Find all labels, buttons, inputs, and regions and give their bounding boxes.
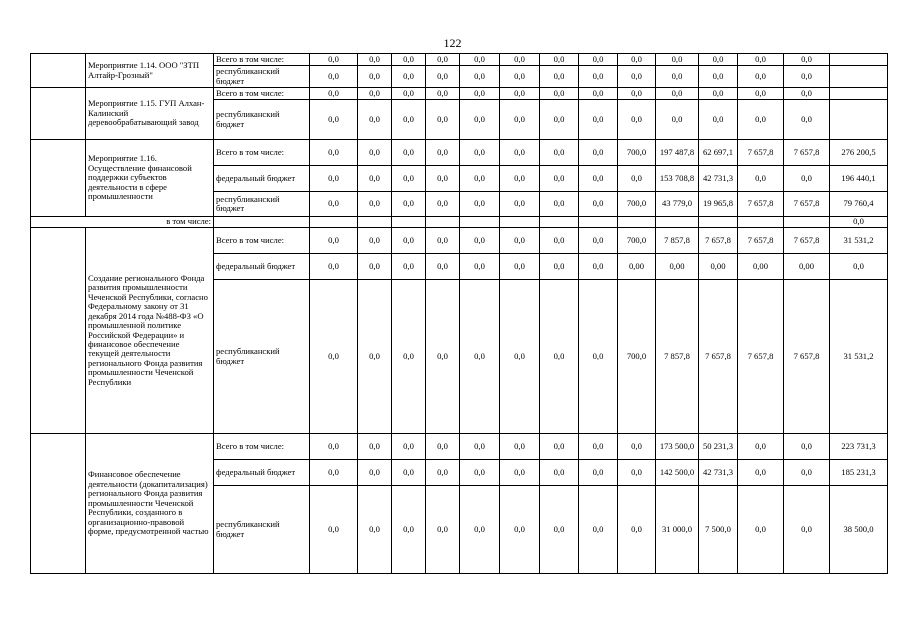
value-cell: 0,0 <box>540 100 579 140</box>
value-cell: 0,0 <box>310 228 358 254</box>
value-cell: 42 731,3 <box>699 166 738 192</box>
value-cell: 0,0 <box>426 66 460 88</box>
value-cell: 0,0 <box>310 254 358 280</box>
value-cell: 0,0 <box>656 66 699 88</box>
value-cell: 0,0 <box>460 66 500 88</box>
value-cell: 0,0 <box>618 434 656 460</box>
value-cell: 0,0 <box>358 66 392 88</box>
value-cell: 700,0 <box>618 228 656 254</box>
including-label: в том числе: <box>31 217 214 228</box>
value-cell: 0,0 <box>540 434 579 460</box>
value-cell: 197 487,8 <box>656 140 699 166</box>
value-cell: 0,0 <box>579 100 618 140</box>
value-cell: 0,0 <box>579 88 618 100</box>
value-cell: 0,0 <box>784 100 830 140</box>
value-cell: 0,0 <box>392 460 426 486</box>
value-cell: 0,0 <box>784 486 830 574</box>
value-cell: 0,0 <box>426 434 460 460</box>
value-cell: 0,0 <box>358 280 392 434</box>
source-label: республиканский бюджет <box>214 192 310 217</box>
value-cell: 0,0 <box>392 140 426 166</box>
value-cell: 0,0 <box>392 434 426 460</box>
value-cell: 0,0 <box>656 88 699 100</box>
value-cell: 31 531,2 <box>830 280 888 434</box>
value-cell: 0,0 <box>460 100 500 140</box>
value-cell: 50 231,3 <box>699 434 738 460</box>
value-cell: 0,0 <box>579 280 618 434</box>
value-cell: 0,0 <box>460 280 500 434</box>
value-cell: 0,0 <box>579 228 618 254</box>
value-cell: 0,0 <box>426 88 460 100</box>
value-cell: 0,0 <box>784 434 830 460</box>
value-cell: 0,0 <box>310 166 358 192</box>
value-cell: 7 657,8 <box>738 192 784 217</box>
value-cell: 0,0 <box>358 140 392 166</box>
value-cell <box>738 217 784 228</box>
value-cell: 0,00 <box>784 254 830 280</box>
empty-cell <box>31 54 86 88</box>
value-cell: 0,0 <box>358 460 392 486</box>
value-cell: 0,0 <box>738 100 784 140</box>
value-cell: 0,0 <box>358 254 392 280</box>
budget-table <box>30 53 888 574</box>
value-cell: 0,0 <box>426 54 460 66</box>
value-cell: 0,0 <box>784 460 830 486</box>
value-cell: 0,0 <box>310 486 358 574</box>
value-cell: 276 200,5 <box>830 140 888 166</box>
value-cell: 0,00 <box>656 254 699 280</box>
empty-cell <box>31 434 86 574</box>
value-cell: 0,0 <box>500 66 540 88</box>
measure-1-15-description: Мероприятие 1.15. ГУП Алхан-Калинский деревообрабатывающий завод <box>86 88 214 140</box>
value-cell: 0,0 <box>426 166 460 192</box>
value-cell <box>540 217 579 228</box>
value-cell <box>358 217 392 228</box>
value-cell: 700,0 <box>618 280 656 434</box>
value-cell: 0,00 <box>699 254 738 280</box>
value-cell: 0,0 <box>460 88 500 100</box>
value-cell <box>310 217 358 228</box>
value-cell: 7 657,8 <box>738 228 784 254</box>
value-cell: 0,0 <box>392 254 426 280</box>
value-cell: 0,0 <box>699 54 738 66</box>
source-label: республиканский бюджет <box>214 66 310 88</box>
value-cell: 0,0 <box>358 486 392 574</box>
value-cell <box>460 217 500 228</box>
value-cell: 0,0 <box>500 166 540 192</box>
value-cell: 0,0 <box>358 228 392 254</box>
value-cell: 7 657,8 <box>738 140 784 166</box>
value-cell: 0,0 <box>618 166 656 192</box>
value-cell: 0,0 <box>426 100 460 140</box>
value-cell <box>784 217 830 228</box>
value-cell: 0,0 <box>392 66 426 88</box>
table-row <box>31 140 888 166</box>
value-cell: 0,0 <box>460 228 500 254</box>
value-cell: 0,0 <box>500 140 540 166</box>
value-cell: 0,0 <box>784 166 830 192</box>
value-cell: 0,0 <box>392 88 426 100</box>
table-row <box>31 434 888 460</box>
value-cell: 0,0 <box>738 66 784 88</box>
value-cell: 0,0 <box>500 88 540 100</box>
value-cell: 62 697,1 <box>699 140 738 166</box>
value-cell: 0,0 <box>784 54 830 66</box>
value-cell: 0,0 <box>500 460 540 486</box>
value-cell: 0,0 <box>699 88 738 100</box>
value-cell: 0,0 <box>310 434 358 460</box>
value-cell: 0,0 <box>540 66 579 88</box>
value-cell: 0,0 <box>540 486 579 574</box>
value-cell: 0,0 <box>460 434 500 460</box>
value-cell: 0,0 <box>784 88 830 100</box>
value-cell: 196 440,1 <box>830 166 888 192</box>
value-cell: 0,0 <box>540 254 579 280</box>
measure-1-16-description: Мероприятие 1.16. Осуществление финансовой поддержки субъектов деятельности в сфере промышленности <box>86 140 214 217</box>
value-cell <box>699 217 738 228</box>
value-cell: 0,0 <box>426 140 460 166</box>
source-label: федеральный бюджет <box>214 460 310 486</box>
value-cell: 0,0 <box>310 280 358 434</box>
value-cell: 7 657,8 <box>699 280 738 434</box>
value-cell: 0,0 <box>738 54 784 66</box>
value-cell: 0,0 <box>392 228 426 254</box>
value-cell: 0,0 <box>738 166 784 192</box>
table-row <box>31 217 888 228</box>
value-cell <box>830 66 888 88</box>
value-cell: 0,0 <box>540 460 579 486</box>
value-cell: 0,0 <box>460 54 500 66</box>
value-cell: 0,0 <box>358 100 392 140</box>
value-cell: 0,0 <box>500 434 540 460</box>
value-cell: 0,0 <box>540 54 579 66</box>
value-cell: 31 531,2 <box>830 228 888 254</box>
value-cell: 0,00 <box>618 254 656 280</box>
measure-1-14-description: Мероприятие 1.14. ООО "ЗТП Алтайр-Грозный" <box>86 54 214 88</box>
value-cell: 0,0 <box>540 88 579 100</box>
value-cell: 42 731,3 <box>699 460 738 486</box>
value-cell: 38 500,0 <box>830 486 888 574</box>
value-cell: 223 731,3 <box>830 434 888 460</box>
value-cell: 0,0 <box>579 192 618 217</box>
value-cell: 0,0 <box>579 166 618 192</box>
source-label: республиканский бюджет <box>214 486 310 574</box>
source-label: федеральный бюджет <box>214 254 310 280</box>
value-cell: 0,0 <box>500 192 540 217</box>
value-cell: 0,0 <box>460 460 500 486</box>
table-row <box>31 88 888 100</box>
fund-capitalization-description: Финансовое обеспечение деятельности (докапитализация) регионального Фонда развития промышленности Чеченской Республики, созданного в организационно-правовой форме, предусмотренной частью <box>86 434 214 574</box>
value-cell: 0,0 <box>579 460 618 486</box>
value-cell: 7 657,8 <box>784 192 830 217</box>
value-cell: 0,0 <box>392 100 426 140</box>
value-cell: 0,0 <box>579 254 618 280</box>
value-cell: 0,0 <box>392 54 426 66</box>
value-cell: 700,0 <box>618 140 656 166</box>
source-label: Всего в том числе: <box>214 140 310 166</box>
value-cell <box>830 54 888 66</box>
value-cell: 0,0 <box>579 66 618 88</box>
value-cell: 0,0 <box>738 434 784 460</box>
value-cell: 0,0 <box>426 254 460 280</box>
value-cell: 0,0 <box>738 88 784 100</box>
source-label: республиканский бюджет <box>214 100 310 140</box>
value-cell: 0,0 <box>656 54 699 66</box>
value-cell: 0,0 <box>358 434 392 460</box>
value-cell: 0,0 <box>460 140 500 166</box>
value-cell: 79 760,4 <box>830 192 888 217</box>
value-cell: 0,0 <box>310 66 358 88</box>
value-cell: 7 657,8 <box>784 280 830 434</box>
value-cell: 0,0 <box>392 486 426 574</box>
value-cell: 7 657,8 <box>784 140 830 166</box>
value-cell: 0,0 <box>618 486 656 574</box>
value-cell: 0,0 <box>540 228 579 254</box>
empty-cell <box>31 140 86 217</box>
source-label: Всего в том числе: <box>214 434 310 460</box>
value-cell: 0,0 <box>426 228 460 254</box>
value-cell: 31 000,0 <box>656 486 699 574</box>
value-cell: 0,0 <box>460 254 500 280</box>
value-cell: 0,0 <box>460 486 500 574</box>
table-row <box>31 54 888 66</box>
value-cell: 0,0 <box>738 460 784 486</box>
value-cell: 0,0 <box>579 486 618 574</box>
value-cell: 7 657,8 <box>784 228 830 254</box>
value-cell: 0,0 <box>358 54 392 66</box>
value-cell: 0,0 <box>699 66 738 88</box>
value-cell: 0,0 <box>392 166 426 192</box>
value-cell <box>579 217 618 228</box>
value-cell: 7 857,8 <box>656 280 699 434</box>
value-cell: 0,0 <box>310 100 358 140</box>
table-row <box>31 228 888 254</box>
value-cell: 0,0 <box>310 54 358 66</box>
value-cell: 0,0 <box>699 100 738 140</box>
value-cell: 0,0 <box>392 192 426 217</box>
source-label: Всего в том числе: <box>214 228 310 254</box>
value-cell <box>500 217 540 228</box>
source-label: Всего в том числе: <box>214 88 310 100</box>
value-cell: 0,0 <box>460 166 500 192</box>
value-cell <box>214 217 310 228</box>
value-cell: 0,0 <box>426 486 460 574</box>
value-cell: 0,0 <box>310 192 358 217</box>
value-cell: 0,0 <box>500 280 540 434</box>
value-cell: 0,0 <box>618 100 656 140</box>
value-cell: 43 779,0 <box>656 192 699 217</box>
value-cell <box>656 217 699 228</box>
value-cell: 0,0 <box>540 192 579 217</box>
value-cell: 0,0 <box>358 166 392 192</box>
value-cell: 0,0 <box>500 100 540 140</box>
value-cell: 0,0 <box>618 54 656 66</box>
value-cell: 0,0 <box>500 486 540 574</box>
value-cell: 0,0 <box>784 66 830 88</box>
value-cell: 0,0 <box>310 140 358 166</box>
fund-creation-description: Создание регионального Фонда развития промышленности Чеченской Республики, согласно Федеральному закону от 31 декабря 2014 года №488-ФЗ «О промышленной политике Российской Федерации» и финансовое обеспечение текущей деятельности регионального Фонда развития промышленности Чеченской Республики <box>86 228 214 434</box>
value-cell: 0,0 <box>392 280 426 434</box>
value-cell: 0,0 <box>579 434 618 460</box>
value-cell <box>830 100 888 140</box>
value-cell: 0,0 <box>830 217 888 228</box>
value-cell: 0,0 <box>500 228 540 254</box>
value-cell <box>392 217 426 228</box>
source-label: Всего в том числе: <box>214 54 310 66</box>
empty-cell <box>31 88 86 140</box>
value-cell: 0,0 <box>540 166 579 192</box>
value-cell: 0,0 <box>618 88 656 100</box>
value-cell: 0,0 <box>500 254 540 280</box>
value-cell: 0,0 <box>540 140 579 166</box>
value-cell: 7 657,8 <box>738 280 784 434</box>
value-cell: 700,0 <box>618 192 656 217</box>
value-cell: 142 500,0 <box>656 460 699 486</box>
value-cell: 173 500,0 <box>656 434 699 460</box>
value-cell: 0,0 <box>618 460 656 486</box>
value-cell: 0,0 <box>358 192 392 217</box>
value-cell: 0,0 <box>738 486 784 574</box>
value-cell: 0,0 <box>310 88 358 100</box>
value-cell: 0,0 <box>830 254 888 280</box>
value-cell: 0,0 <box>540 280 579 434</box>
source-label: федеральный бюджет <box>214 166 310 192</box>
value-cell <box>830 88 888 100</box>
value-cell: 7 857,8 <box>656 228 699 254</box>
value-cell: 7 657,8 <box>699 228 738 254</box>
value-cell: 185 231,3 <box>830 460 888 486</box>
value-cell: 0,0 <box>358 88 392 100</box>
value-cell <box>618 217 656 228</box>
value-cell: 0,0 <box>500 54 540 66</box>
value-cell: 0,00 <box>738 254 784 280</box>
value-cell <box>426 217 460 228</box>
value-cell: 7 500,0 <box>699 486 738 574</box>
value-cell: 0,0 <box>426 460 460 486</box>
value-cell: 0,0 <box>656 100 699 140</box>
empty-cell <box>31 228 86 434</box>
page-number: 122 <box>443 36 462 50</box>
value-cell: 0,0 <box>579 140 618 166</box>
value-cell: 0,0 <box>426 280 460 434</box>
value-cell: 0,0 <box>579 54 618 66</box>
value-cell: 0,0 <box>426 192 460 217</box>
value-cell: 0,0 <box>310 460 358 486</box>
value-cell: 0,0 <box>460 192 500 217</box>
value-cell: 0,0 <box>618 66 656 88</box>
value-cell: 19 965,8 <box>699 192 738 217</box>
source-label: республиканский бюджет <box>214 280 310 434</box>
value-cell: 153 708,8 <box>656 166 699 192</box>
